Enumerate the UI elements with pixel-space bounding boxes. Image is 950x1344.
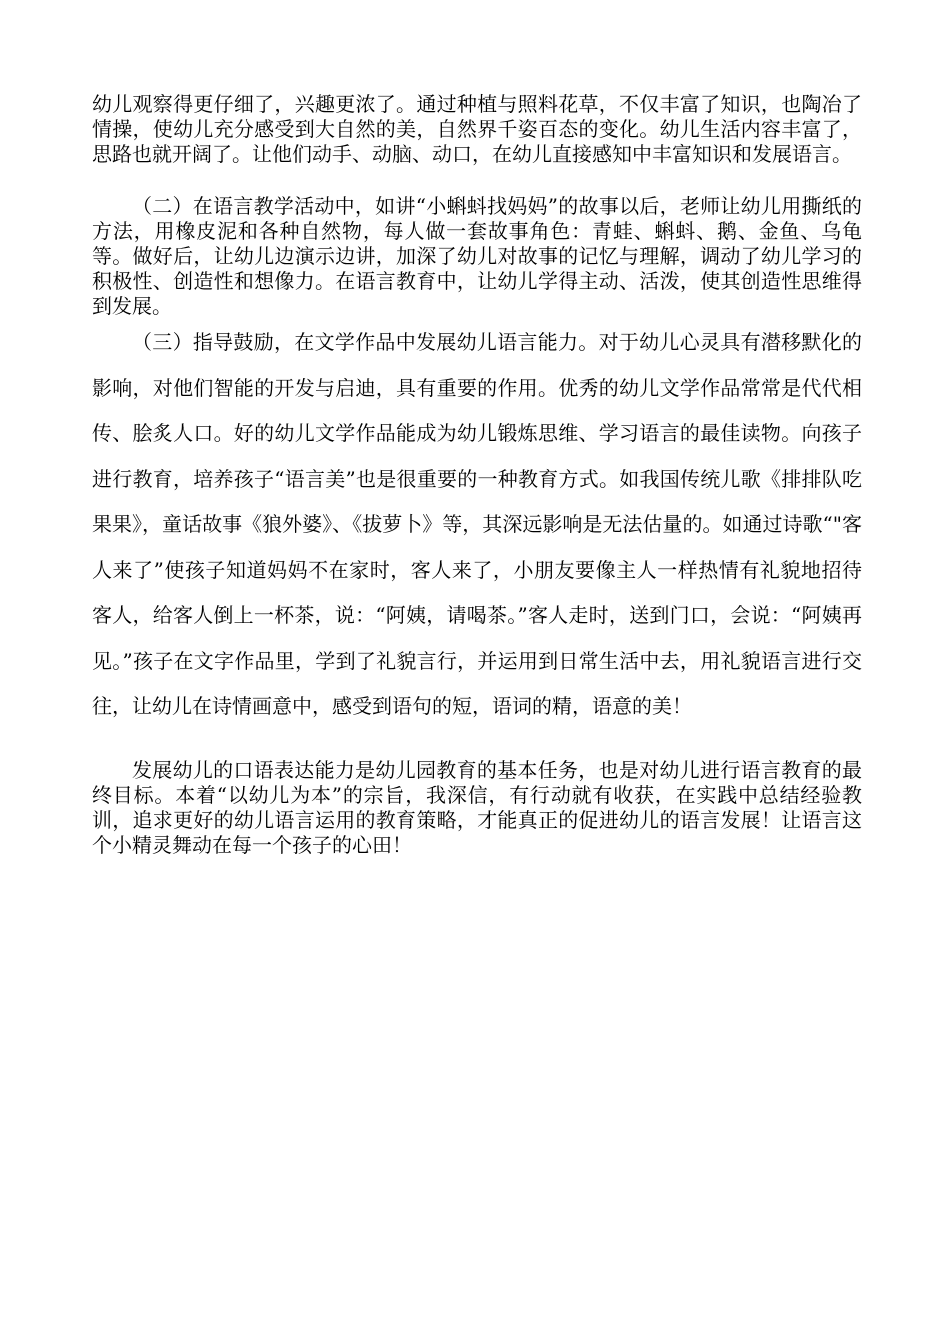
paragraph-literature-guidance: （三）指导鼓励，在文学作品中发展幼儿语言能力。对于幼儿心灵具有潜移默化的影响，对他们智能的开发与启迪，具有重要的作用。优秀的幼儿文学作品常常是代代相传、脍炙人口。好的幼儿文学作品能成为幼儿锻炼思维、学习语言的最佳读物。向孩子进行教育，培养孩子“语言美”也是很重要的一种教育方式。如我国传统儿歌《排排队吃果果》，童话故事《狼外婆》、《拔萝卜》等，其深远影响是无法估量的。如通过诗歌“"客人来了”使孩子知道妈妈不在家时，客人来了，小朋友要像主人一样热情有礼貌地招待客人，给客人倒上一杯茶，说：“阿姨，请喝茶。”客人走时，送到门口，会说：“阿姨再见。”孩子在文字作品里，学到了礼貌言行，并运用到日常生活中去，用礼貌语言进行交往，让幼儿在诗情画意中，感受到语句的短，语词的精，语意的美！ — [92, 330, 862, 718]
paragraph-observation: 幼儿观察得更仔细了，兴趣更浓了。通过种植与照料花草，不仅丰富了知识，也陶冶了情操，使幼儿充分感受到大自然的美，自然界千姿百态的变化。幼儿生活内容丰富了，思路也就开阔了。让他们动手、动脑、动口，在幼儿直接感知中丰富知识和发展语言。 — [92, 92, 862, 166]
paragraph-language-activity: （二）在语言教学活动中，如讲“小蝌蚪找妈妈”的故事以后，老师让幼儿用撕纸的方法，用橡皮泥和各种自然物，每人做一套故事角色：青蛙、蝌蚪、鹅、金鱼、乌龟等。做好后，让幼儿边演示边讲，加深了幼儿对故事的记忆与理解，调动了幼儿学习的积极性、创造性和想像力。在语言教育中，让幼儿学得主动、活泼，使其创造性思维得到发展。 — [92, 194, 862, 318]
paragraph-conclusion: 发展幼儿的口语表达能力是幼儿园教育的基本任务，也是对幼儿进行语言教育的最终目标。本着“以幼儿为本”的宗旨，我深信，有行动就有收获，在实践中总结经验教训，追求更好的幼儿语言运用的教育策略，才能真正的促进幼儿的语言发展！让语言这个小精灵舞动在每一个孩子的心田！ — [92, 758, 862, 857]
